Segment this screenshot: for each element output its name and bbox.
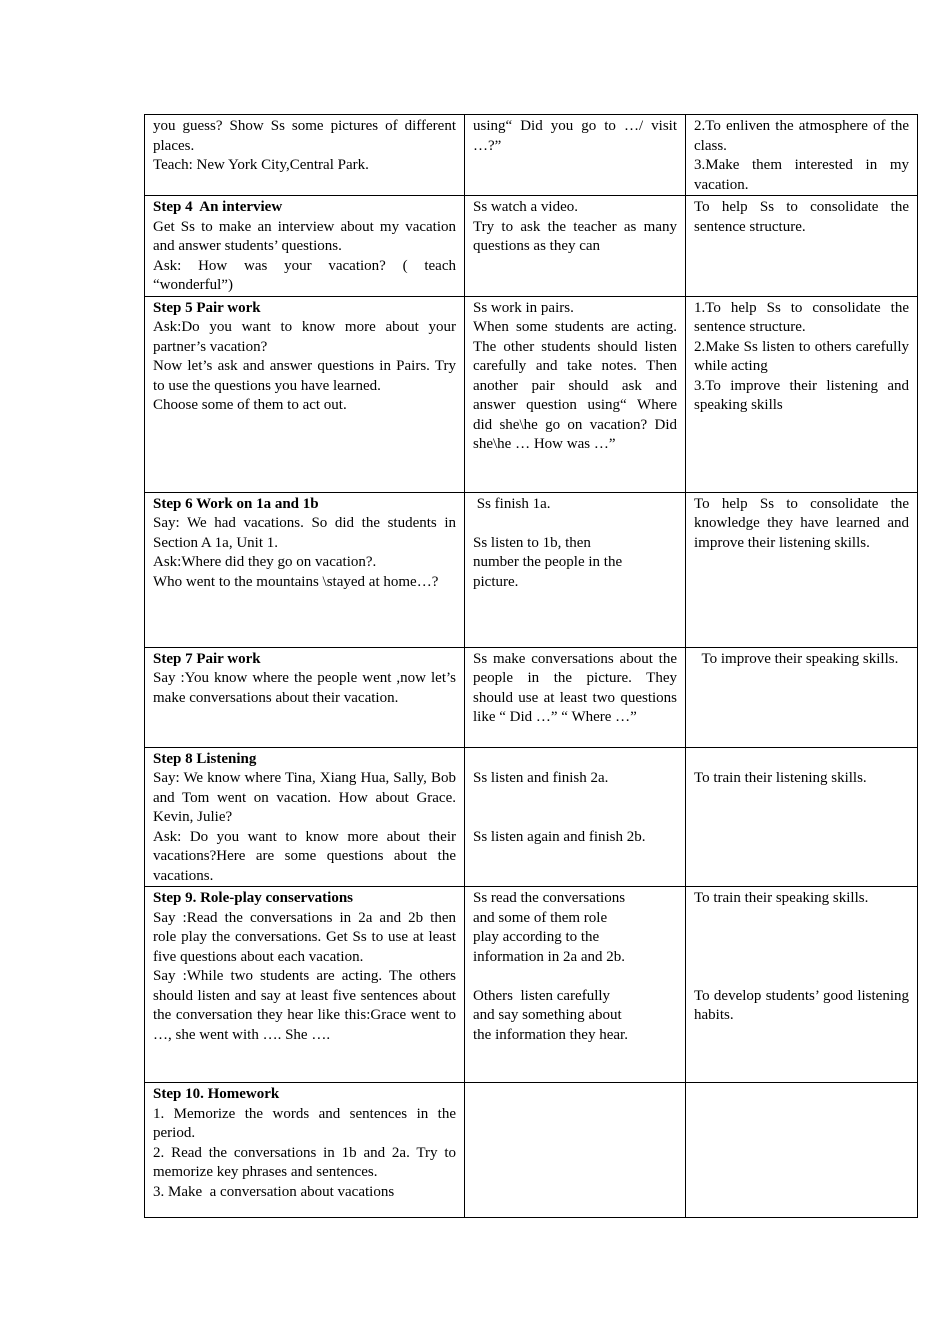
table-row: [145, 196, 918, 297]
step-text: Say :Read the conversations in 2a and 2b then role play the conversations. Get Ss to use at least five questions about each vacation.: [153, 909, 460, 965]
student-activity-text: Ss listen and finish 2a.: [473, 770, 609, 786]
table-row: [145, 492, 918, 647]
purpose-text: To help Ss to consolidate the sentence structure.: [694, 199, 913, 235]
step-text: Teach: New York City,Central Park.: [153, 157, 369, 173]
step-text: 3. Make a conversation about vacations: [153, 1183, 395, 1200]
table-body: [145, 115, 918, 1218]
step-title: Step 4 An interview: [153, 199, 283, 215]
purpose-text: To develop students’ good listening habits.: [694, 987, 913, 1023]
student-activity-text: and say something about: [473, 1007, 622, 1023]
student-activity-text: [473, 808, 677, 828]
student-activity-text: When some students are acting. The other students should listen carefully and take notes. Then another pair should ask and answer question using“ Where did she\he go on vacation? Did she\he … How was …”: [473, 319, 681, 452]
purpose-text: To train their speaking skills.: [694, 890, 869, 906]
table-row: [145, 747, 918, 887]
student-activity-text: using“ Did you go to …/ visit …?”: [473, 118, 681, 154]
student-activity-text: Ss work in pairs.: [473, 299, 574, 316]
student-activity-text: [473, 789, 677, 809]
student-activity-cell: [465, 296, 686, 492]
step-text: 1. Memorize the words and sentences in the period.: [153, 1105, 460, 1141]
student-activity-cell: [465, 1083, 686, 1218]
purpose-cell: [686, 747, 918, 887]
student-activity-text: [473, 750, 677, 770]
student-activity-text: the information they hear.: [473, 1026, 628, 1043]
student-activity-text: [473, 967, 677, 987]
steps-cell: [145, 296, 465, 492]
purpose-text: [694, 928, 909, 948]
purpose-text: 2.Make Ss listen to others carefully while acting: [694, 338, 913, 374]
step-title: Step 5 Pair work: [153, 299, 261, 316]
purpose-text: To train their listening skills.: [694, 770, 867, 786]
purpose-text: [694, 948, 909, 968]
purpose-text: [694, 909, 909, 929]
steps-cell: [145, 492, 465, 647]
step-text: Say: We had vacations. So did the students in Section A 1a, Unit 1.: [153, 515, 460, 551]
steps-cell: [145, 747, 465, 887]
purpose-text: [694, 750, 909, 770]
step-text: Who went to the mountains \stayed at home…?: [153, 573, 439, 590]
student-activity-cell: [465, 115, 686, 196]
purpose-text: 3.To improve their listening and speaking skills: [694, 377, 913, 413]
step-text: 2. Read the conversations in 1b and 2a. Try to memorize key phrases and sentences.: [153, 1144, 460, 1180]
table-row: [145, 887, 918, 1083]
student-activity-cell: [465, 747, 686, 887]
purpose-cell: [686, 115, 918, 196]
step-text: Say :While two students are acting. The others should listen and say at least five sentences about the conversation they hear like this:Grace went to …, she went with …. She ….: [153, 968, 460, 1043]
step-text: Ask: How was your vacation? ( teach “wonderful”): [153, 257, 460, 293]
student-activity-text: Ss make conversations about the people in the picture. They should use at least two questions like “ Did …” “ Where …”: [473, 650, 681, 725]
student-activity-cell: [465, 492, 686, 647]
step-text: Ask:Do you want to know more about your partner’s vacation?: [153, 319, 460, 355]
steps-cell: [145, 115, 465, 196]
purpose-text: 1.To help Ss to consolidate the sentence structure.: [694, 299, 913, 335]
lesson-plan-table: [144, 114, 918, 1218]
step-text: Ask:Where did they go on vacation?.: [153, 554, 377, 570]
purpose-text: 2.To enliven the atmosphere of the class.: [694, 118, 913, 154]
table-row: [145, 296, 918, 492]
student-activity-text: play according to the: [473, 929, 600, 945]
step-title: Step 8 Listening: [153, 750, 257, 767]
step-title: Step 6 Work on 1a and 1b: [153, 495, 319, 512]
steps-cell: [145, 647, 465, 747]
step-title: Step 7 Pair work: [153, 650, 261, 667]
step-text: Say :You know where the people went ,now let’s make conversations about their vacation.: [153, 670, 460, 706]
step-text: you guess? Show Ss some pictures of different places.: [153, 118, 460, 154]
step-title: Step 10. Homework: [153, 1086, 280, 1102]
student-activity-text: picture.: [473, 573, 519, 590]
purpose-text: 3.Make them interested in my vacation.: [694, 157, 913, 193]
student-activity-text: [473, 514, 677, 534]
purpose-text: To improve their speaking skills.: [694, 650, 899, 667]
student-activity-text: Others listen carefully: [473, 987, 611, 1004]
steps-cell: [145, 1083, 465, 1218]
step-title: Step 9. Role-play conservations: [153, 890, 353, 906]
purpose-cell: [686, 887, 918, 1083]
student-activity-text: and some of them role: [473, 909, 608, 926]
purpose-cell: [686, 1083, 918, 1218]
step-text: Choose some of them to act out.: [153, 397, 347, 413]
purpose-cell: [686, 196, 918, 297]
student-activity-text: Ss finish 1a.: [473, 495, 551, 512]
steps-cell: [145, 887, 465, 1083]
student-activity-text: Ss listen to 1b, then: [473, 534, 591, 551]
purpose-cell: [686, 647, 918, 747]
purpose-cell: [686, 296, 918, 492]
student-activity-text: Ss read the conversations: [473, 890, 626, 906]
student-activity-text: information in 2a and 2b.: [473, 948, 626, 965]
table-row: [145, 647, 918, 747]
step-text: Ask: Do you want to know more about their vacations?Here are some questions about the vacations.: [153, 828, 460, 884]
purpose-text: To help Ss to consolidate the knowledge they have learned and improve their listening skills.: [694, 495, 913, 551]
steps-cell: [145, 196, 465, 297]
step-text: Say: We know where Tina, Xiang Hua, Sally, Bob and Tom went on vacation. How about Grace. Kevin, Julie?: [153, 770, 460, 825]
student-activity-cell: [465, 647, 686, 747]
table-row: [145, 1083, 918, 1218]
student-activity-text: number the people in the: [473, 554, 623, 570]
purpose-text: [694, 967, 909, 987]
table-row: [145, 115, 918, 196]
student-activity-text: Ss watch a video.: [473, 199, 578, 215]
step-text: Now let’s ask and answer questions in Pairs. Try to use the questions you have learned.: [153, 358, 460, 394]
purpose-cell: [686, 492, 918, 647]
student-activity-text: Try to ask the teacher as many questions as they can: [473, 218, 681, 254]
step-text: Get Ss to make an interview about my vacation and answer students’ questions.: [153, 218, 460, 254]
student-activity-text: Ss listen again and finish 2b.: [473, 828, 646, 845]
student-activity-cell: [465, 887, 686, 1083]
student-activity-cell: [465, 196, 686, 297]
